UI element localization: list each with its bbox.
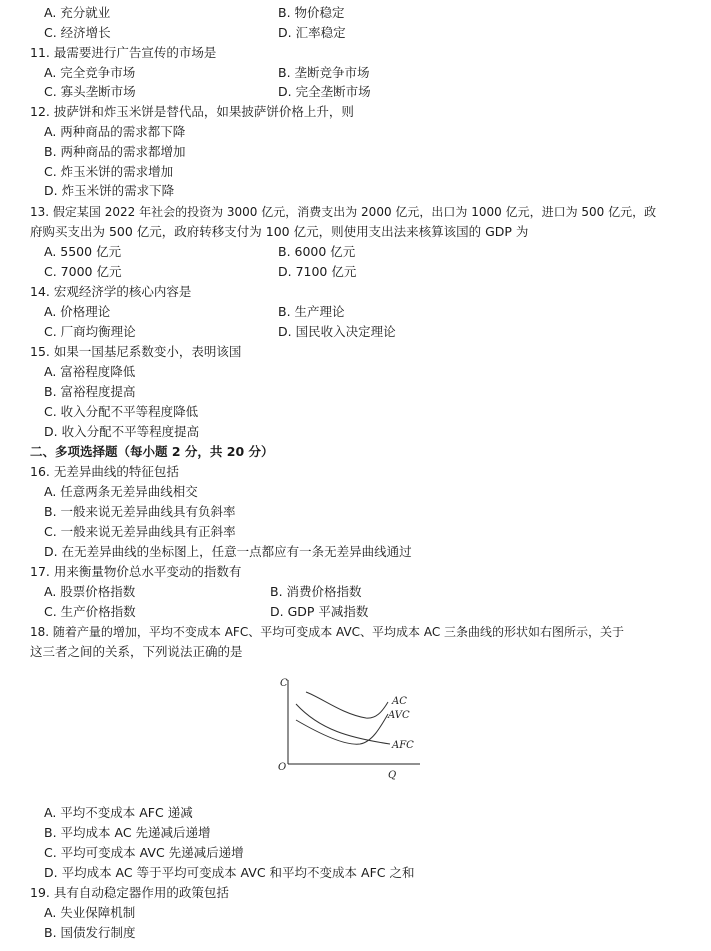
q18-option-b: B. 平均成本 AC 先递减后递增 bbox=[44, 825, 211, 840]
q15-stem: 15. 如果一国基尼系数变小，表明该国 bbox=[30, 344, 242, 359]
q12-stem: 12. 披萨饼和炸玉米饼是替代品，如果披萨饼价格上升，则 bbox=[30, 104, 354, 119]
afc-curve-label: AFC bbox=[392, 740, 414, 751]
q10-option-b: B. 物价稳定 bbox=[278, 5, 345, 20]
q13-option-a: A. 5500 亿元 bbox=[44, 244, 122, 259]
q18-option-d: D. 平均成本 AC 等于平均可变成本 AVC 和平均不变成本 AFC 之和 bbox=[44, 865, 415, 880]
q18-stem-line2: 这三者之间的关系，下列说法正确的是 bbox=[30, 644, 243, 659]
q14-option-c: C. 厂商均衡理论 bbox=[44, 324, 136, 339]
q16-option-a: A. 任意两条无差异曲线相交 bbox=[44, 484, 198, 499]
q15-option-c: C. 收入分配不平等程度降低 bbox=[44, 404, 199, 419]
q15-option-a: A. 富裕程度降低 bbox=[44, 364, 136, 379]
q11-option-b: B. 垄断竞争市场 bbox=[278, 65, 370, 80]
q16-option-c: C. 一般来说无差异曲线具有正斜率 bbox=[44, 524, 236, 539]
q14-stem: 14. 宏观经济学的核心内容是 bbox=[30, 284, 192, 299]
origin-label: O bbox=[278, 762, 287, 773]
x-axis-label: Q bbox=[388, 770, 397, 781]
q10-option-a: A. 充分就业 bbox=[44, 5, 111, 20]
q12-option-b: B. 两种商品的需求都增加 bbox=[44, 144, 186, 159]
q18-option-c: C. 平均可变成本 AVC 先递减后递增 bbox=[44, 845, 244, 860]
q10-option-c: C. 经济增长 bbox=[44, 25, 111, 40]
q19-stem: 19. 具有自动稳定器作用的政策包括 bbox=[30, 885, 229, 900]
q18-option-a: A. 平均不变成本 AFC 递减 bbox=[44, 805, 193, 820]
ac-curve bbox=[306, 692, 388, 718]
q18-stem-line1: 18. 随着产量的增加，平均不变成本 AFC、平均可变成本 AVC、平均成本 AC 三条曲线的形状如右图所示，关于 bbox=[30, 625, 625, 639]
section-heading-multiple-choice: 二、多项选择题（每小题 2 分，共 20 分） bbox=[30, 444, 274, 459]
q13-option-c: C. 7000 亿元 bbox=[44, 264, 122, 279]
avc-curve bbox=[296, 714, 388, 744]
q15-option-d: D. 收入分配不平等程度提高 bbox=[44, 424, 200, 439]
y-axis-label: C bbox=[280, 678, 288, 689]
ac-curve-label: AC bbox=[392, 696, 407, 707]
q17-option-d: D. GDP 平减指数 bbox=[270, 604, 369, 619]
q13-stem-line2: 府购买支出为 500 亿元，政府转移支付为 100 亿元，则使用支出法来核算该国的 GDP 为 bbox=[30, 224, 529, 239]
avc-curve-label: AVC bbox=[388, 710, 410, 721]
q16-option-b: B. 一般来说无差异曲线具有负斜率 bbox=[44, 504, 236, 519]
afc-curve bbox=[296, 704, 390, 744]
q17-option-c: C. 生产价格指数 bbox=[44, 604, 136, 619]
q15-option-b: B. 富裕程度提高 bbox=[44, 384, 136, 399]
q12-option-d: D. 炸玉米饼的需求下降 bbox=[44, 183, 175, 198]
q13-option-d: D. 7100 亿元 bbox=[278, 264, 357, 279]
q17-option-b: B. 消费价格指数 bbox=[270, 584, 362, 599]
q13-stem-line1: 13. 假定某国 2022 年社会的投资为 3000 亿元，消费支出为 2000 亿元，出口为 1000 亿元，进口为 500 亿元，政 bbox=[30, 205, 657, 219]
q12-option-a: A. 两种商品的需求都下降 bbox=[44, 124, 186, 139]
q11-option-a: A. 完全竞争市场 bbox=[44, 65, 136, 80]
cost-curves-diagram bbox=[270, 672, 430, 782]
q14-option-d: D. 国民收入决定理论 bbox=[278, 324, 396, 339]
q14-option-a: A. 价格理论 bbox=[44, 304, 111, 319]
q16-option-d: D. 在无差异曲线的坐标图上，任意一点都应有一条无差异曲线通过 bbox=[44, 544, 412, 559]
q11-stem: 11. 最需要进行广告宣传的市场是 bbox=[30, 45, 217, 60]
q14-option-b: B. 生产理论 bbox=[278, 304, 345, 319]
q17-option-a: A. 股票价格指数 bbox=[44, 584, 136, 599]
q16-stem: 16. 无差异曲线的特征包括 bbox=[30, 464, 179, 479]
q10-option-d: D. 汇率稳定 bbox=[278, 25, 346, 40]
q11-option-c: C. 寡头垄断市场 bbox=[44, 84, 136, 99]
q17-stem: 17. 用来衡量物价总水平变动的指数有 bbox=[30, 564, 242, 579]
q11-option-d: D. 完全垄断市场 bbox=[278, 84, 371, 99]
q12-option-c: C. 炸玉米饼的需求增加 bbox=[44, 164, 174, 179]
q19-option-a: A. 失业保障机制 bbox=[44, 905, 136, 920]
q19-option-b: B. 国债发行制度 bbox=[44, 925, 136, 940]
q13-option-b: B. 6000 亿元 bbox=[278, 244, 356, 259]
